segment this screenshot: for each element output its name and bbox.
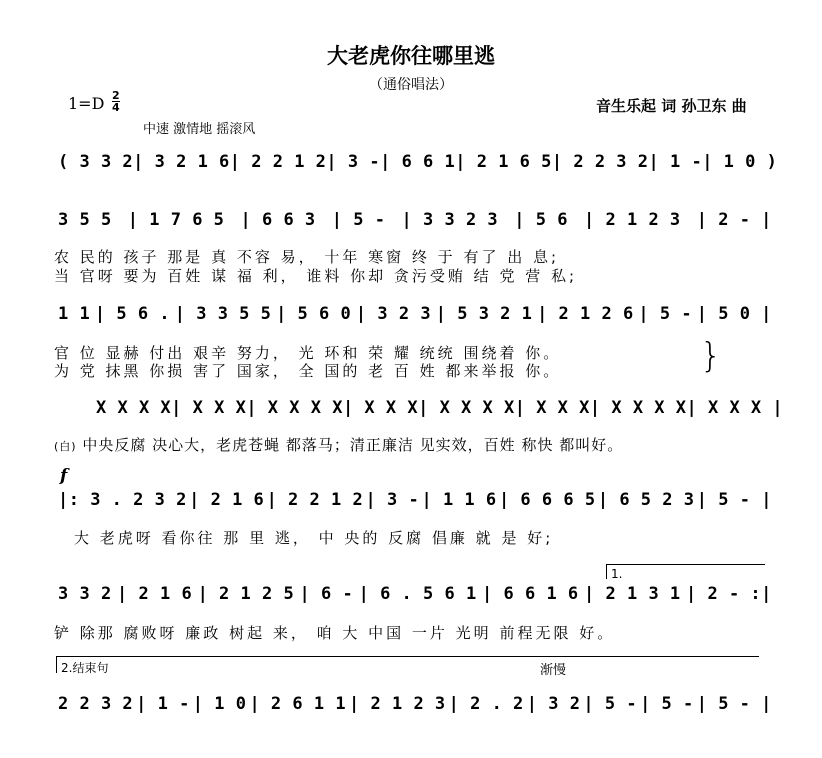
measure: | 2 1 3 1 <box>584 584 681 604</box>
lyric-verse1-line2: 官 位 显赫 付出 艰辛 努力， 光 环和 荣 耀 统统 围绕着 你。 <box>54 344 562 362</box>
measure: | 5 6 . <box>94 304 171 324</box>
forte-mark: f <box>60 466 68 486</box>
measure: |: 3 . 2 3 2 <box>58 490 187 510</box>
measure: | X X X <box>514 398 590 418</box>
measure: | 2 6 1 1 <box>249 694 347 714</box>
measure: | 1 - <box>136 694 190 714</box>
measure: | 2 1 2 3 <box>584 210 681 230</box>
measure: | 6 6 3 <box>240 210 316 230</box>
measure: 3 3 2 <box>58 584 112 604</box>
measure: 1 1 <box>58 304 91 324</box>
measure: X X X X <box>96 398 172 418</box>
lyric-brace: } <box>700 336 722 376</box>
score-line-4 <box>96 398 784 418</box>
measure: | 3 2 <box>526 694 581 714</box>
spoken-line <box>54 434 623 455</box>
measure: | 2 2 3 2 <box>551 152 649 172</box>
measure: | X X X | <box>686 398 784 418</box>
measure: | X X X X <box>589 398 687 418</box>
measure: | X X X X <box>246 398 343 418</box>
measure: | 5 6 0 <box>276 304 352 324</box>
measure: | 2 - :| <box>686 584 772 604</box>
meter-top: 2 <box>112 89 120 102</box>
measure: | 5 - <box>331 210 386 230</box>
lyric-verse2-line2: 为 党 抹黑 你损 害了 国家， 全 国的 老 百 姓 都来举报 你。 <box>54 362 562 380</box>
measure: | 2 1 2 3 <box>349 694 446 714</box>
score-line-3 <box>58 304 772 324</box>
measure: | 5 - | <box>696 694 772 714</box>
measure: | 3 3 5 5 <box>174 304 272 324</box>
measure: | 1 7 6 5 <box>127 210 225 230</box>
credits: 音生乐起 词 孙卫东 曲 <box>596 97 747 115</box>
time-signature <box>112 90 120 113</box>
measure: | 1 0 ) <box>702 152 778 172</box>
measure: 3 5 5 <box>58 210 112 230</box>
song-title: 大老虎你往哪里逃 <box>327 44 495 68</box>
measure: | 6 6 6 5 <box>498 490 596 510</box>
measure: | 2 1 2 6 <box>537 304 634 324</box>
measure: | 2 1 6 <box>117 584 193 604</box>
measure: | X X X X <box>418 398 515 418</box>
measure: | 6 - <box>299 584 354 604</box>
measure: 2 2 3 2 <box>58 694 134 714</box>
score-line-1 <box>58 152 778 172</box>
measure: | 3 - <box>326 152 381 172</box>
measure: | 1 1 6 <box>421 490 497 510</box>
measure: | 3 2 1 6 <box>133 152 230 172</box>
measure: | 6 . 5 6 1 <box>358 584 477 604</box>
measure: | 5 - <box>638 304 693 324</box>
score-line-2 <box>58 210 772 230</box>
measure: | X X X <box>171 398 247 418</box>
lyric-verse1-line1: 农 民的 孩子 那是 真 不容 易， 十年 寒窗 终 于 有了 出 息; <box>54 248 560 266</box>
measure: | 3 3 2 3 <box>401 210 499 230</box>
measure: | 2 1 2 5 <box>197 584 295 604</box>
lyric-chorus-2: 铲 除那 腐败呀 廉政 树起 来， 咱 大 中国 一片 光明 前程无限 好。 <box>54 624 616 642</box>
measure: | X X X <box>342 398 419 418</box>
measure: | 2 1 6 <box>189 490 265 510</box>
key-signature: 1=D <box>68 94 105 113</box>
measure: | 6 5 2 3 <box>597 490 695 510</box>
measure: | 2 2 1 2 <box>229 152 327 172</box>
measure: ( 3 3 2 <box>58 152 134 172</box>
volta-2 <box>56 656 759 673</box>
volta-1: 1. <box>606 564 765 579</box>
measure: | 5 6 <box>514 210 568 230</box>
measure: | 3 2 3 <box>355 304 432 324</box>
measure: | 5 - <box>583 694 638 714</box>
measure: | 5 3 2 1 <box>435 304 533 324</box>
measure: | 1 - <box>648 152 703 172</box>
score-line-7 <box>58 694 772 714</box>
lyric-verse2-line1: 当 官呀 要为 百姓 谋 福 利， 谁料 你却 贪污受贿 结 党 营 私; <box>54 267 578 285</box>
volta-2-label: 2.结束句 <box>61 661 109 675</box>
measure: | 2 . 2 <box>448 694 524 714</box>
tempo-marking: 中速 激情地 摇滚风 <box>143 122 256 137</box>
measure: | 5 0 | <box>696 304 772 324</box>
measure: | 2 2 1 2 <box>266 490 364 510</box>
measure: | 2 1 6 5 <box>455 152 552 172</box>
measure: | 1 0 <box>192 694 247 714</box>
score-line-5 <box>58 490 772 510</box>
lyric-chorus-1: 大 老虎呀 看你往 那 里 逃， 中 央的 反腐 倡廉 就 是 好; <box>74 529 554 547</box>
measure: | 6 6 1 <box>380 152 456 172</box>
spoken-text: 中央反腐 决心大，老虎苍蝇 都落马；清正廉洁 见实效，百姓 称快 都叫好。 <box>82 436 624 454</box>
measure: | 2 - | <box>696 210 772 230</box>
measure: | 5 - | <box>696 490 772 510</box>
song-subtitle: （通俗唱法） <box>369 77 453 93</box>
measure: | 3 - <box>365 490 420 510</box>
ritardando-mark: 渐慢 <box>540 663 567 678</box>
spoken-prefix: (白) <box>54 440 77 453</box>
measure: | 5 - <box>640 694 694 714</box>
score-line-6 <box>58 584 772 604</box>
measure: | 6 6 1 6 <box>482 584 579 604</box>
meter-bottom: 4 <box>112 101 120 114</box>
